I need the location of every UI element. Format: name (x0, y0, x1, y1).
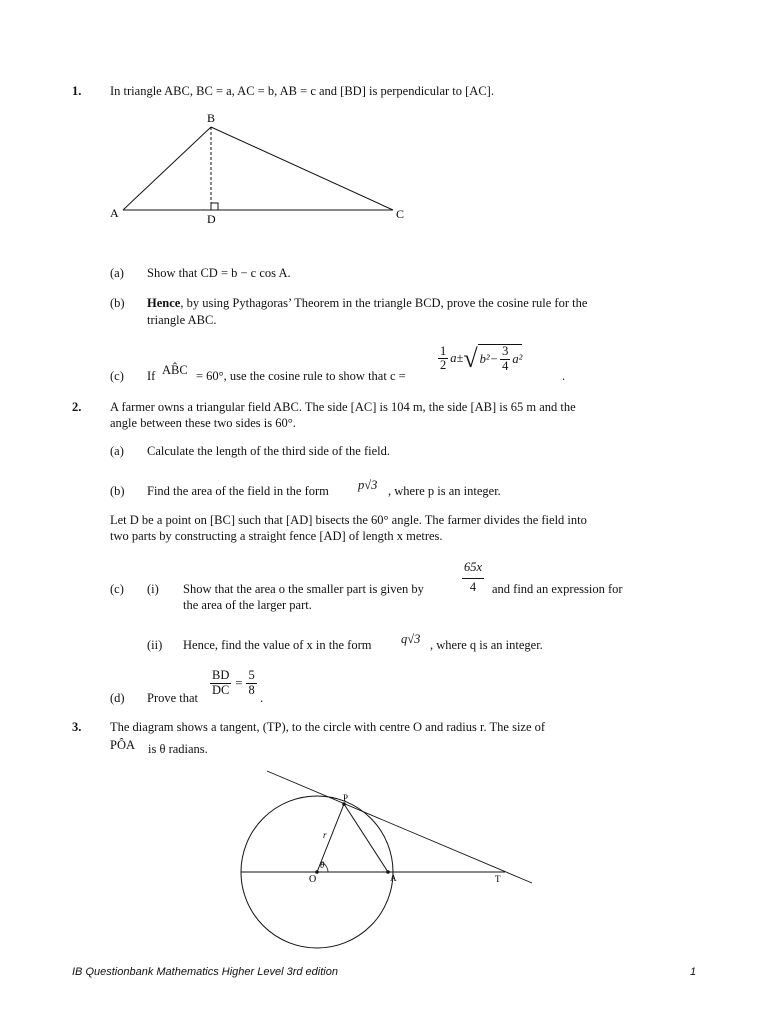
q2-intro2: angle between these two sides is 60°. (110, 416, 296, 430)
label-t: T (495, 874, 501, 884)
right-angle-mark (211, 203, 218, 210)
label-a: A (110, 206, 119, 220)
q1-intro: In triangle ABC, BC = a, AC = b, AB = c and [BD] is perpendicular to [AC]. (110, 84, 494, 98)
q1c-formula (436, 344, 522, 374)
q3-angle: PÔA (110, 738, 136, 752)
q1b-text (147, 296, 587, 311)
q2-let1: Let D be a point on [BC] such that [AD] bisects the 60° angle. The farmer divides the field into (110, 513, 587, 527)
q2b-text1: Find the area of the field in the form (147, 484, 329, 498)
q2c-label: (c) (110, 582, 124, 596)
q2cii-label: (ii) (147, 638, 163, 652)
circle-tangent-diagram (225, 768, 545, 968)
q1b-label: (b) (110, 296, 125, 310)
label-d: D (207, 212, 216, 226)
triangle-abc-diagram (105, 108, 435, 228)
q2a-text: Calculate the length of the third side of the field. (147, 444, 390, 458)
q2ci-text3: the area of the larger part. (183, 598, 312, 612)
q2b-label: (b) (110, 484, 125, 498)
side-ab (123, 127, 211, 210)
page-number: 1 (690, 966, 697, 978)
footer-title: IB Questionbank Mathematics Higher Level 3rd edition (72, 966, 338, 978)
a-plus-minus: a± (450, 351, 464, 366)
q2b-text2: , where p is an integer. (388, 484, 501, 498)
q3-number: 3. (72, 720, 82, 734)
q2cii-text1: Hence, find the value of x in the form (183, 638, 372, 652)
half-fraction: $\frac{1}{2}$ (440, 343, 447, 373)
side-bc (211, 127, 393, 210)
q2-intro1: A farmer owns a triangular field ABC. The side [AC] is 104 m, the side [AB] is 65 m and the (110, 400, 576, 414)
q2d-end: . (260, 691, 264, 705)
q1c-angle: AB̂C (162, 363, 188, 377)
q1b-text2: triangle ABC. (147, 313, 217, 327)
label-p: P (343, 793, 349, 803)
q2ci-label: (i) (147, 582, 159, 596)
label-c: C (396, 207, 405, 221)
q2ci-text2: and find an expression for (492, 582, 623, 596)
q2-let2: two parts by constructing a straight fence [AD] of length x metres. (110, 529, 443, 543)
q2-number: 2. (72, 400, 82, 414)
q3-intro1: The diagram shows a tangent, (TP), to the circle with centre O and radius r. The size of (110, 720, 546, 734)
q2d-fraction: $\frac{BD}{DC}$ = $\frac{5}{8}$ (212, 668, 255, 697)
q1c-mid: = 60°, use the cosine rule to show that c = (196, 369, 406, 383)
label-r: r (323, 830, 327, 840)
q2a-label: (a) (110, 444, 124, 458)
q2d-text: Prove that (147, 691, 199, 705)
q1c-label: (c) (110, 369, 124, 383)
label-b: B (207, 111, 216, 125)
q1b-text1: , by using Pythagoras’ Theorem in the triangle BCD, prove the cosine rule for the (180, 296, 588, 310)
label-o: O (309, 874, 317, 885)
q2ci-text1: Show that the area o the smaller part is given by (183, 582, 424, 596)
sqrt-sign: √ (463, 343, 478, 373)
q1a-label: (a) (110, 266, 124, 280)
q1-number: 1. (72, 84, 82, 98)
label-theta: θ (320, 860, 325, 870)
three-quarter-fraction: $\frac{3}{4}$ (502, 344, 509, 373)
q2cii-text2: , where q is an integer. (430, 638, 543, 652)
label-a-point: A (390, 873, 397, 883)
q1c-if: If (147, 369, 156, 383)
q2d-label: (d) (110, 691, 125, 705)
tangent-line (267, 771, 532, 883)
q2b-form: p√3 (358, 478, 378, 492)
q1c-end: . (562, 369, 566, 383)
q2cii-form: q√3 (401, 632, 421, 646)
q2ci-fraction: $\frac{65x}{4}$ (464, 560, 483, 594)
sqrt-contents: b²− $\frac{3}{4}$ a² (479, 344, 523, 373)
q1b-bold: Hence (147, 296, 181, 310)
q1a-text: Show that CD = b − c cos A. (147, 266, 291, 280)
q3-intro2: is θ radians. (148, 742, 208, 756)
